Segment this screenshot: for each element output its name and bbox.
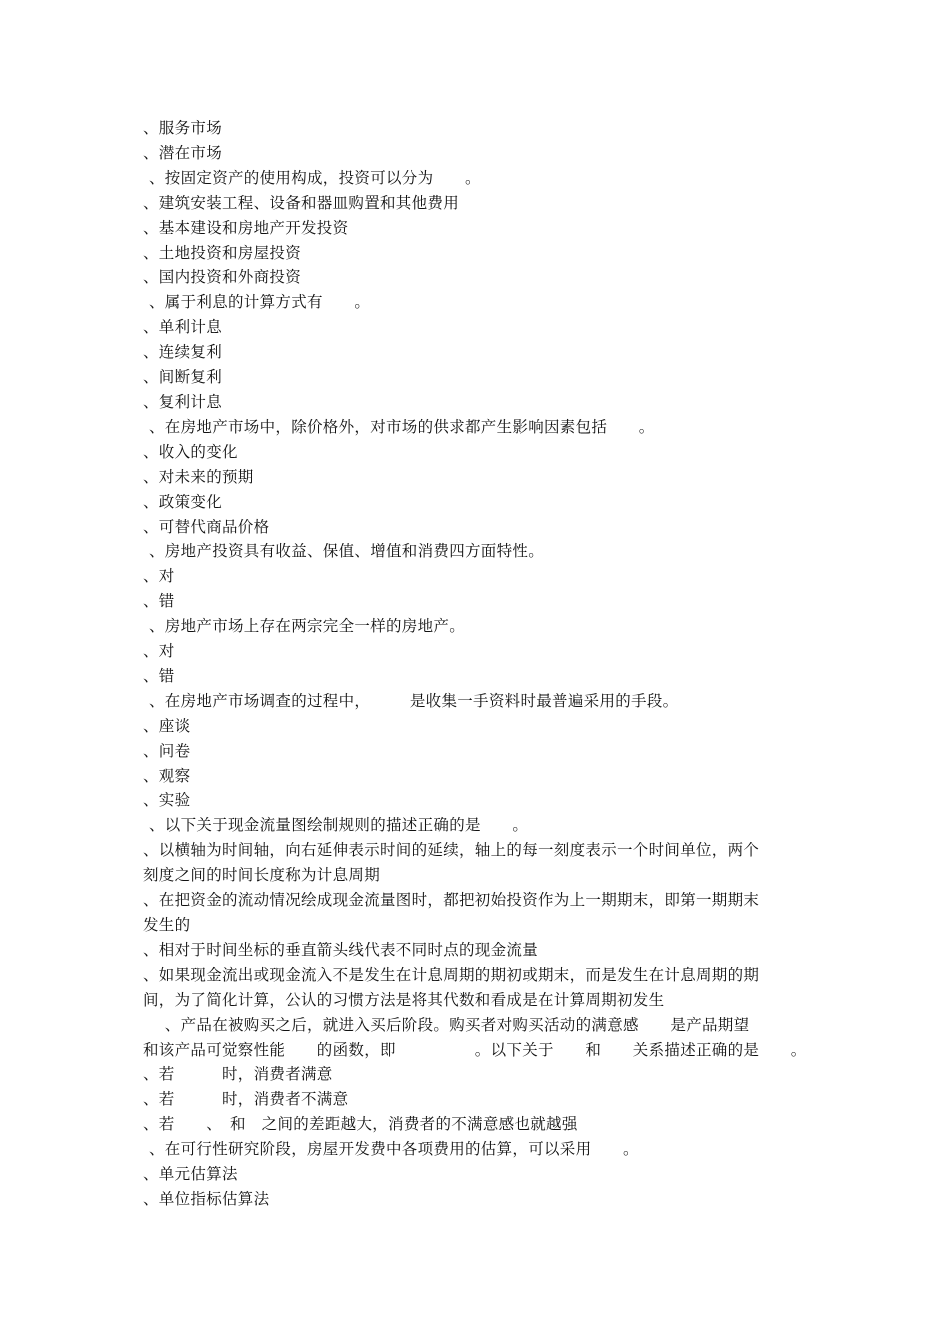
option-line: 、以横轴为时间轴，向右延伸表示时间的延续，轴上的每一刻度表示一个时间单位，两个 xyxy=(143,841,760,860)
option-line: 、观察 xyxy=(143,766,191,785)
option-line: 、若 时，消费者满意 xyxy=(143,1065,333,1084)
option-line: 、错 xyxy=(143,592,175,611)
question-line: 、房地产市场上存在两宗完全一样的房地产。 xyxy=(149,617,466,636)
question-continuation-line: 和该产品可觉察性能 的函数，即 。以下关于 和 关系描述正确的是 。 xyxy=(143,1040,807,1059)
option-line: 、对 xyxy=(143,642,175,661)
option-line: 、基本建设和房地产开发投资 xyxy=(143,218,349,237)
question-line: 、房地产投资具有收益、保值、增值和消费四方面特性。 xyxy=(149,542,545,561)
option-line: 、相对于时间坐标的垂直箭头线代表不同时点的现金流量 xyxy=(143,940,539,959)
question-line: 、在房地产市场中，除价格外，对市场的供求都产生影响因素包括 。 xyxy=(149,417,655,436)
option-line: 、如果现金流出或现金流入不是发生在计息周期的期初或期末，而是发生在计息周期的期 xyxy=(143,965,760,984)
option-line: 、政策变化 xyxy=(143,492,223,511)
option-line: 、间断复利 xyxy=(143,368,223,387)
option-continuation-line: 发生的 xyxy=(143,916,191,934)
option-line: 、对 xyxy=(143,567,175,586)
option-line: 、对未来的预期 xyxy=(143,467,254,486)
option-continuation-line: 间，为了简化计算，公认的习惯方法是将其代数和看成是在计算周期初发生 xyxy=(143,990,665,1009)
question-line: 、在房地产市场调查的过程中， 是收集一手资料时最普遍采用的手段。 xyxy=(149,691,679,710)
question-line: 、按固定资产的使用构成，投资可以分为 。 xyxy=(149,168,481,187)
option-line: 、复利计息 xyxy=(143,392,223,411)
option-line: 、单元估算法 xyxy=(143,1165,238,1184)
option-line: 、可替代商品价格 xyxy=(143,517,270,536)
option-line: 、收入的变化 xyxy=(143,442,238,461)
option-line: 、土地投资和房屋投资 xyxy=(143,243,302,262)
option-line: 、若 、 和 之间的差距越大，消费者的不满意感也就越强 xyxy=(143,1115,578,1134)
option-line: 、若 时，消费者不满意 xyxy=(143,1090,349,1109)
option-line: 、单利计息 xyxy=(143,318,223,337)
option-line: 、建筑安装工程、设备和器皿购置和其他费用 xyxy=(143,193,460,212)
option-line: 、服务市场 xyxy=(143,119,223,137)
option-line: 、潜在市场 xyxy=(143,143,223,162)
option-continuation-line: 刻度之间的时间长度称为计息周期 xyxy=(143,866,381,885)
question-line: 、产品在被购买之后，就进入买后阶段。购买者对购买活动的满意感 是产品期望 xyxy=(149,1015,750,1034)
question-line: 、在可行性研究阶段，房屋开发费中各项费用的估算，可以采用 。 xyxy=(149,1140,639,1159)
option-line: 、连续复利 xyxy=(143,343,223,362)
option-line: 、问卷 xyxy=(143,741,191,760)
question-line: 、以下关于现金流量图绘制规则的描述正确的是 。 xyxy=(149,816,529,835)
option-line: 、座谈 xyxy=(143,716,191,735)
option-line: 、错 xyxy=(143,666,175,685)
option-line: 、国内投资和外商投资 xyxy=(143,268,302,287)
document-body xyxy=(143,116,813,1212)
option-line: 、实验 xyxy=(143,791,191,810)
option-line: 、在把资金的流动情况绘成现金流量图时，都把初始投资作为上一期期末，即第一期期末 xyxy=(143,891,760,910)
option-line: 、单位指标估算法 xyxy=(143,1189,270,1208)
question-line: 、属于利息的计算方式有 。 xyxy=(149,293,371,312)
